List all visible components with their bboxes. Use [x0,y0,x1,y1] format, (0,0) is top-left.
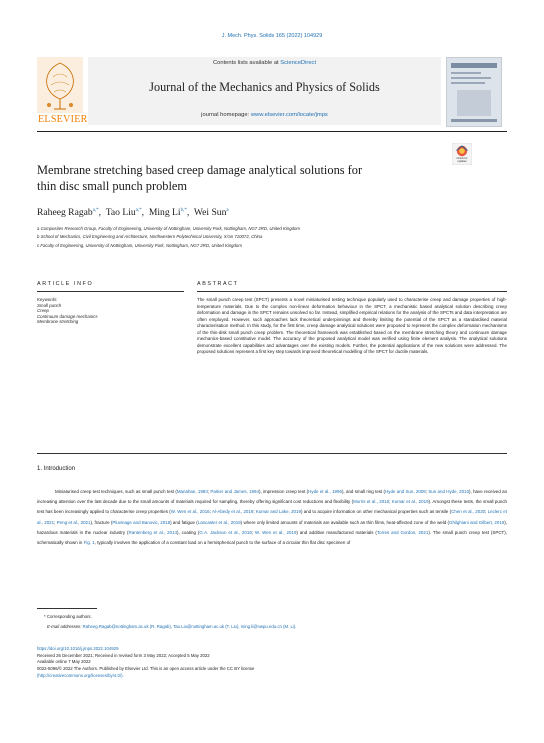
intro-text: ; [389,499,392,505]
intro-text: ; [425,489,429,494]
intro-text: Miniaturised creep test techniques, such as small punch test ( [55,489,177,494]
citation-link[interactable]: Parker and James, 1994 [210,489,259,494]
citation-link[interactable]: Hyde et al., 1996 [308,489,342,494]
keyword-item: Creep [37,308,49,313]
abstract-text: The small punch creep test (SPCT) presents a novel miniaturised testing technique popularly used to characterise creep and damage properties of high-temperature materials. Due to the complex non-linear deformation behaviour in the SPCT, a mechanistic based analytical solution describing creep deformation and damage in the SPCT remains unsolved so far. Instead, simplified empirical relations for the analysis of the SPCTs and data interpretation are often employed. However, such approaches lack theoretical underpinnings and thereby limiting the potential of the SPCT as a standardised material characterisation method. In this study, for the first time, creep damage analytical solutions were proposed to represent the complex deformation mechanisms of the thin-disk small punch creep problem. The theoretical framework was established based on the membrane stretching theory and continuum damage mechanics-based constitutive model. The accuracy of the proposed analytical model was verified using finite element analysis. The analytical solutions demonstrate excellent capabilities and advantages over the existing models. Further, the potential applications of the new solutions were addressed. The proposed solutions represent a first key step towards improved theoretical modelling of the SPCT for ductile materials. [197,297,507,355]
homepage-link[interactable]: www.elsevier.com/locate/jmps [250,112,328,118]
intro-text: ; [485,509,488,515]
intro-text: ). The small punch creep test (SPCT), schematically shown in [37,529,507,546]
introduction-paragraph [37,487,507,548]
received-dates: Received 26 December 2021; Received in revised form 3 May 2022; Accepted 5 May 2022 [37,652,210,658]
abstract-rule [197,291,507,292]
email-label: E-mail addresses: [47,624,82,629]
author-emails[interactable]: Raheeg.Ragab@nottingham.ac.uk (R. Ragab), Tao.Liu@nottingham.ac.uk (T. Liu), ming.li@nwpu.edu.cn (M. Li). [82,624,297,629]
keywords-label: Keywords: [37,297,58,302]
intro-text: ) and to acquire information on other mechanical properties such as tensile ( [300,509,452,515]
sciencedirect-link[interactable]: ScienceDirect [280,60,317,66]
citation-link[interactable]: Lancaster et al., 2019 [197,519,241,525]
author-name[interactable]: Tao Liu [105,207,136,218]
article-info-heading: ARTICLE INFO [37,281,94,287]
contents-line [88,60,441,66]
keyword-item: Membrane stretching [37,319,79,324]
citation-link[interactable]: W. Wen et al., 2016 [170,509,210,515]
introduction-heading: 1. Introduction [37,466,76,472]
intro-text: , typically involves the application of a constant load on a hemispherical punch to the surface of a circular thin flat disc specimen of [94,540,351,546]
keyword-item: Continuum damage mechanics [37,313,98,319]
homepage-prefix: journal homepage: [201,112,250,118]
affiliation: b School of Mechanics, Civil Engineering and Architecture, Northwestern Polytechnical University, Xi'an 710072, China [37,234,263,239]
journal-homepage-line [88,112,441,118]
check-for-updates-badge[interactable] [452,143,472,165]
citation-link[interactable]: Torres and Gordon, 2021 [376,529,429,535]
publisher-logo-text: ELSEVIER [38,114,88,125]
elsevier-logo [37,57,88,125]
intro-text: ; [207,489,211,494]
intro-text: ). Amongst these tests, the small punch test has been increasingly applied to characterise creep properties ( [37,499,508,515]
affiliation: a Composites Research Group, Faculty of Engineering, University of Nottingham, University Park, Nottingham, NG7 2RD, United Kingdom [37,226,300,231]
article-title-line1: Membrane stretching based creep damage analytical solutions for [37,163,363,177]
citation-link[interactable]: Hyde and Sun, 2009 [385,489,426,494]
author-name[interactable]: Wei Sun [193,207,227,218]
author-affil-marker[interactable]: a [226,207,229,213]
citation-link[interactable]: Kumar and Lake, 2019 [255,509,301,515]
intro-text: ) where only limited amounts of materials are available such as thin films, heat-affected zone of the weld ( [240,519,450,525]
article-info-rule [37,291,184,292]
citation-link[interactable]: Peng et al., 2021 [56,519,91,525]
citation-link[interactable]: Pluvinage and Banovic, 2018 [112,519,171,525]
intro-text: ) and fatigue ( [170,519,198,525]
corresponding-authors-note: * Corresponding authors. [44,614,92,619]
journal-masthead [37,57,507,129]
intro-text: ), have received an increasing attention over the last decade due to the small amounts of materials required for sampling, thereby offering significant cost reductions and flexibility ( [37,489,508,505]
author-list: Raheeg Ragab$^{a,*}$, Tao Liu$^{a,*}$, Ming $Li^{b,*}$, Wei Sun$^a$ [37,207,229,218]
citation-link[interactable]: Kumar et al., 2019 [391,499,429,505]
journal-cover-image [446,57,502,127]
abstract-end-rule [37,453,507,454]
citation-link[interactable]: Al-Abedy et al., 2019 [211,509,254,515]
citation-link[interactable]: Ghilghiani and Gilbert, 2019 [449,519,505,525]
author-name[interactable]: Ming Li [148,207,181,218]
citation-link[interactable]: Manahan, 1983 [176,489,208,494]
check-updates-line1: Check for [456,157,468,160]
doi-link[interactable]: https://doi.org/10.1016/j.jmps.2022.104929 [37,646,119,651]
author-affil-marker[interactable]: b,* [180,207,187,213]
intro-text: ; [251,529,255,535]
citation-link[interactable]: Rantenberg et al., 2014 [128,529,178,535]
intro-text: ), coating ( [177,529,200,535]
affiliation: c Faculty of Engineering, University of Nottingham, University Park, Nottingham, NG7 2RD, United Kingdom [37,243,242,248]
author-affil-marker[interactable]: a,* [135,207,142,213]
available-online: Available online 7 May 2022 [37,659,91,665]
citation-link[interactable]: Morris et al., 2016 [353,499,390,505]
citation-link[interactable]: Fig. 1 [83,540,95,546]
journal-info-box [88,57,441,125]
intro-text: ; [209,509,212,515]
footnote-rule [37,608,97,609]
intro-text: ) and additive manufactured materials ( [296,529,377,535]
author-affil-marker[interactable]: a,* [92,207,99,213]
intro-text: ), and small ring test ( [341,489,386,494]
cover-thumbnail-icon [447,58,501,126]
author-name[interactable]: Raheeg Ragab [37,207,93,218]
citation-link[interactable]: G.A. Jackson et al., 2019 [199,529,252,535]
citation-link[interactable]: W. Wen et al., 2019 [254,529,297,535]
license-link[interactable]: (http://creativecommons.org/licenses/by/4.0/). [37,672,124,678]
email-line [47,624,507,629]
article-meta [37,646,507,680]
running-header: J. Mech. Phys. Solids 165 (2022) 104929 [221,33,323,39]
citation-link[interactable]: Leclerc et al., 2021 [37,509,507,525]
contents-prefix: Contents lists available at [212,60,279,66]
intro-text: ), impression creep test ( [258,489,309,494]
intro-text: ), fracture ( [90,519,113,525]
citation-link[interactable]: Chen et al., 2020 [451,509,486,515]
masthead-rule [37,131,507,132]
article-title [37,163,437,194]
article-title-line2: thin disc small punch problem [37,178,188,193]
keyword-item: Small punch [37,302,62,308]
journal-title: Journal of the Mechanics and Physics of Solids [149,80,380,94]
keywords-block [37,297,98,325]
check-updates-line2: updates [457,160,467,163]
license-text: 0022-5096/© 2022 The Authors. Published by Elsevier Ltd. This is an open access article under the CC BY license [37,666,255,672]
intro-text: ; [54,519,57,525]
intro-text: ; [253,509,256,515]
license-statement [37,666,507,679]
elsevier-tree-icon [37,57,83,113]
intro-text: ), hazardous materials in the nuclear industry ( [37,519,508,535]
abstract-heading: ABSTRACT [197,281,239,287]
citation-link[interactable]: Sun and Hyde, 2010 [428,489,470,494]
